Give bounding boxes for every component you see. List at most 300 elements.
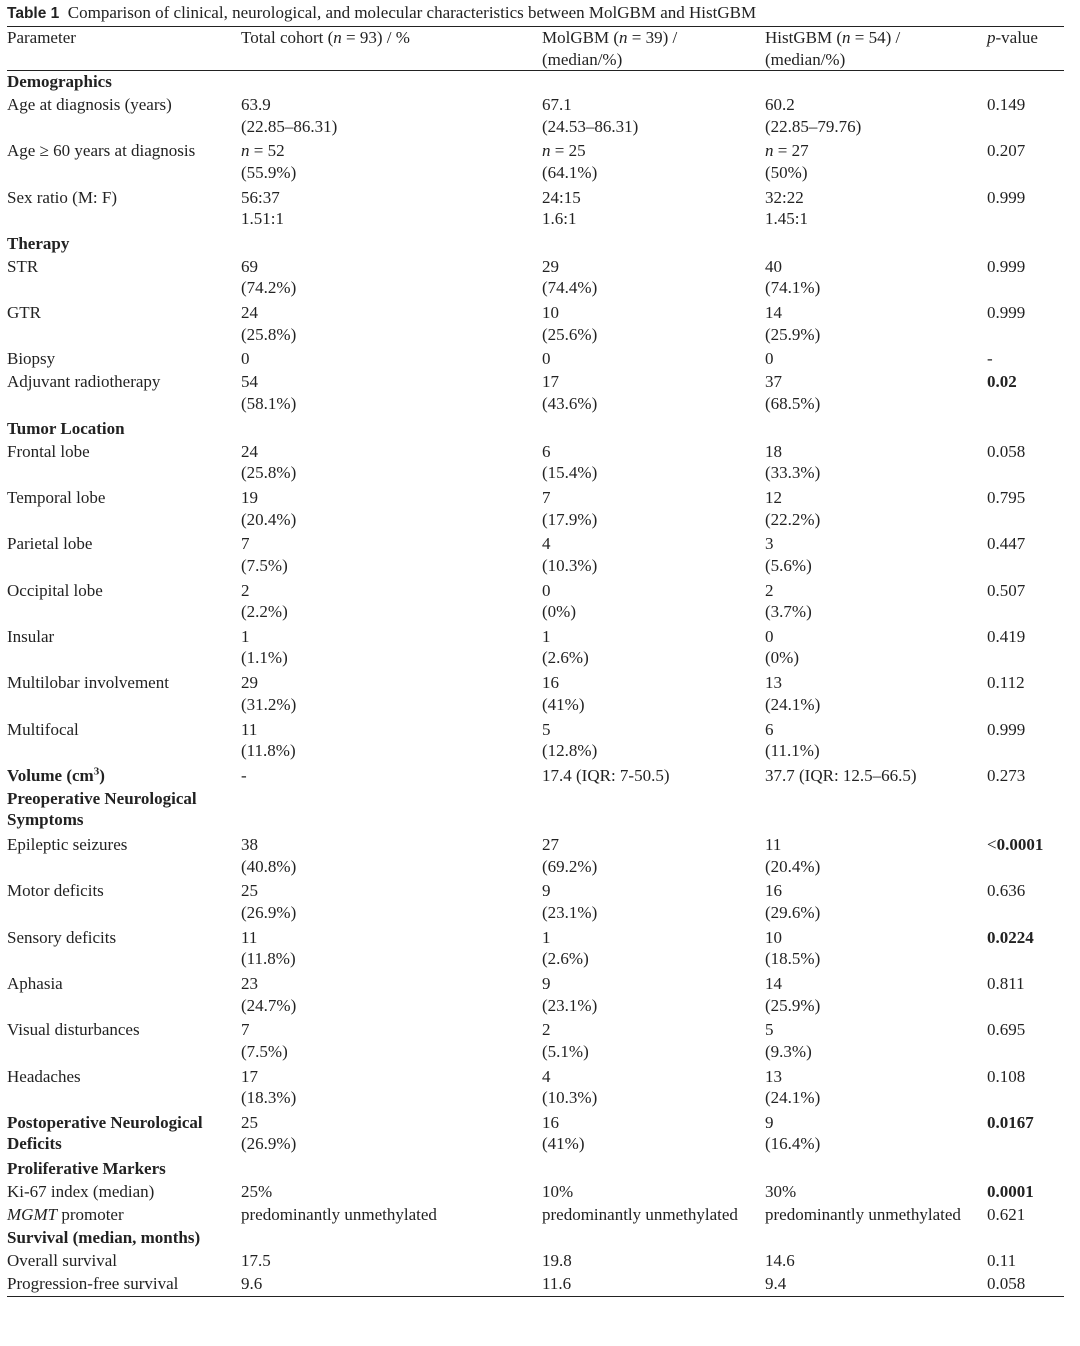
p-value-cell bbox=[987, 1112, 1064, 1158]
p-value: 0.02 bbox=[987, 372, 1017, 392]
cell-line: 9.6 bbox=[241, 1274, 263, 1294]
cell-line: (11.8%) bbox=[241, 949, 296, 969]
cell-line: 2 bbox=[765, 580, 774, 600]
p-value: 0.621 bbox=[987, 1205, 1026, 1225]
histgbm-cell bbox=[765, 973, 987, 1019]
cell-line: n = 52 bbox=[241, 141, 285, 161]
header-parameter: Parameter bbox=[7, 28, 76, 47]
cell-line: (69.2%) bbox=[542, 856, 598, 876]
cell-line: (2.2%) bbox=[241, 602, 288, 622]
total-cohort-cell bbox=[241, 626, 542, 672]
cell-line: 16 bbox=[542, 673, 559, 693]
cell-line: (5.1%) bbox=[542, 1041, 589, 1061]
parameter-cell bbox=[7, 1112, 241, 1158]
molgbm-cell bbox=[542, 1019, 765, 1065]
table-row bbox=[7, 1066, 1064, 1112]
total-cohort-cell bbox=[241, 533, 542, 579]
p-value-cell bbox=[987, 580, 1064, 626]
cell-line: 13 bbox=[765, 673, 782, 693]
cell-line: 7 bbox=[241, 534, 250, 554]
p-value-cell bbox=[987, 834, 1064, 880]
cell-line: (24.53–86.31) bbox=[542, 116, 639, 136]
table-row bbox=[7, 880, 1064, 926]
cell-line: 1 bbox=[241, 626, 250, 646]
cell-line: 60.2 bbox=[765, 95, 795, 114]
histgbm-cell bbox=[765, 880, 987, 926]
total-cohort-cell bbox=[241, 973, 542, 1019]
table-row bbox=[7, 626, 1064, 672]
cell-line: 0 bbox=[241, 349, 250, 369]
parameter-cell bbox=[7, 927, 241, 973]
cell-line: Occipital lobe bbox=[7, 580, 103, 600]
section-header-row bbox=[7, 233, 1064, 256]
total-cohort-cell bbox=[241, 765, 542, 788]
p-value-cell bbox=[987, 626, 1064, 672]
cell-line: 30% bbox=[765, 1182, 797, 1202]
cell-line: (58.1%) bbox=[241, 393, 297, 413]
cell-line: (11.8%) bbox=[241, 741, 296, 761]
cell-line: 1.45:1 bbox=[765, 209, 808, 229]
table-row bbox=[7, 1181, 1064, 1204]
cell-line: 6 bbox=[542, 441, 551, 461]
total-cohort-cell bbox=[241, 1019, 542, 1065]
p-value: 0.207 bbox=[987, 141, 1026, 161]
cell-line: 25% bbox=[241, 1182, 273, 1202]
p-value-cell bbox=[987, 1019, 1064, 1065]
cell-line: (3.7%) bbox=[765, 602, 812, 622]
parameter-cell bbox=[7, 256, 241, 302]
cell-line: 0 bbox=[542, 580, 551, 600]
p-value-cell bbox=[987, 1066, 1064, 1112]
total-cohort-cell bbox=[241, 487, 542, 533]
histgbm-cell bbox=[765, 302, 987, 348]
histgbm-cell bbox=[765, 533, 987, 579]
cell-line: Tumor Location bbox=[7, 418, 125, 438]
section-title bbox=[7, 71, 241, 94]
p-value: 0.507 bbox=[987, 580, 1026, 600]
histgbm-cell bbox=[765, 256, 987, 302]
cell-line: 24 bbox=[241, 441, 258, 461]
cell-line: (33.3%) bbox=[765, 463, 821, 483]
cell-line: Overall survival bbox=[7, 1251, 117, 1271]
total-cohort-cell bbox=[241, 1273, 542, 1296]
parameter-suffix: promoter bbox=[57, 1205, 124, 1225]
cell-line: 11 bbox=[765, 835, 782, 855]
cell-line: 17.4 (IQR: 7-50.5) bbox=[542, 765, 670, 785]
cell-line: 54 bbox=[241, 372, 258, 392]
cell-line: Aphasia bbox=[7, 974, 63, 994]
table-title: Comparison of clinical, neurological, and molecular characteristics between MolGBM and HistGBM bbox=[67, 3, 757, 22]
molgbm-cell bbox=[542, 973, 765, 1019]
molgbm-cell bbox=[542, 580, 765, 626]
cell-line: 0 bbox=[542, 349, 551, 369]
p-value-prefix: < bbox=[987, 835, 997, 855]
cell-line: (10.3%) bbox=[542, 555, 598, 575]
table-row bbox=[7, 1204, 1064, 1227]
molgbm-cell bbox=[542, 880, 765, 926]
p-value: 0.149 bbox=[987, 95, 1026, 114]
cell-line: 1 bbox=[542, 927, 551, 947]
cell-line: predominantly unmethylated bbox=[542, 1205, 738, 1225]
cell-line: Age ≥ 60 years at diagnosis bbox=[7, 141, 196, 161]
cell-line: (43.6%) bbox=[542, 393, 598, 413]
total-cohort-cell bbox=[241, 94, 542, 140]
parameter-suffix: ) bbox=[99, 765, 105, 785]
parameter-gene-name: MGMT bbox=[7, 1205, 58, 1225]
cell-line: 2 bbox=[241, 580, 250, 600]
cell-line: (0%) bbox=[765, 648, 799, 668]
cell-line: (25.8%) bbox=[241, 463, 297, 483]
table-row bbox=[7, 533, 1064, 579]
p-value-cell bbox=[987, 1273, 1064, 1296]
histgbm-cell bbox=[765, 1204, 987, 1227]
cell-line: (29.6%) bbox=[765, 902, 821, 922]
cell-line: 14 bbox=[765, 303, 782, 323]
cell-line: (25.8%) bbox=[241, 324, 297, 344]
parameter-cell bbox=[7, 1019, 241, 1065]
cell-line: 10% bbox=[542, 1182, 574, 1202]
molgbm-cell bbox=[542, 927, 765, 973]
cell-line: (31.2%) bbox=[241, 694, 297, 714]
table-row bbox=[7, 580, 1064, 626]
cell-line: 1 bbox=[542, 626, 551, 646]
parameter-cell bbox=[7, 348, 241, 371]
cell-line: Visual disturbances bbox=[7, 1020, 140, 1040]
cell-line: 7 bbox=[542, 488, 551, 508]
cell-line: 5 bbox=[765, 1020, 774, 1040]
cell-line: (41%) bbox=[542, 1134, 585, 1154]
molgbm-cell bbox=[542, 1112, 765, 1158]
cell-line: 17 bbox=[241, 1066, 258, 1086]
molgbm-cell bbox=[542, 672, 765, 718]
cell-line: 25 bbox=[241, 1112, 258, 1132]
cell-line: Multilobar involvement bbox=[7, 673, 169, 693]
comparison-table bbox=[7, 26, 1064, 1297]
parameter-cell bbox=[7, 973, 241, 1019]
p-value-cell bbox=[987, 371, 1064, 417]
section-header-row bbox=[7, 71, 1064, 94]
cell-line: 1.51:1 bbox=[241, 209, 284, 229]
histgbm-cell bbox=[765, 719, 987, 765]
cell-line: Parietal lobe bbox=[7, 534, 93, 554]
total-cohort-cell bbox=[241, 187, 542, 233]
cell-line: 14 bbox=[765, 974, 782, 994]
molgbm-cell bbox=[542, 533, 765, 579]
cell-line: n = 25 bbox=[542, 141, 586, 161]
molgbm-cell bbox=[542, 256, 765, 302]
molgbm-cell bbox=[542, 719, 765, 765]
histgbm-cell bbox=[765, 371, 987, 417]
table-label: Table 1 bbox=[7, 5, 60, 22]
cell-line: (24.1%) bbox=[765, 1088, 821, 1108]
cell-line: (23.1%) bbox=[542, 995, 598, 1015]
table-row bbox=[7, 302, 1064, 348]
total-cohort-cell bbox=[241, 256, 542, 302]
cell-line: predominantly unmethylated bbox=[241, 1205, 437, 1225]
p-value: 0.0167 bbox=[987, 1112, 1034, 1132]
cell-line: Therapy bbox=[7, 233, 70, 253]
cell-line: 63.9 bbox=[241, 95, 271, 114]
cell-line: 5 bbox=[542, 719, 551, 739]
cell-line: Sensory deficits bbox=[7, 927, 117, 947]
molgbm-cell bbox=[542, 371, 765, 417]
cell-line: STR bbox=[7, 256, 39, 276]
p-value-cell bbox=[987, 1181, 1064, 1204]
cell-line: 24:15 bbox=[542, 187, 581, 207]
histgbm-cell bbox=[765, 487, 987, 533]
histgbm-cell bbox=[765, 1181, 987, 1204]
cell-line: 11.6 bbox=[542, 1274, 572, 1294]
p-value: 0.058 bbox=[987, 441, 1026, 461]
cell-line: (40.8%) bbox=[241, 856, 297, 876]
p-value-cell bbox=[987, 256, 1064, 302]
table-row bbox=[7, 973, 1064, 1019]
cell-line: 19 bbox=[241, 488, 258, 508]
cell-line: 19.8 bbox=[542, 1251, 572, 1271]
table-row bbox=[7, 1112, 1064, 1158]
cell-line: Epileptic seizures bbox=[7, 835, 128, 855]
cell-line: Progression-free survival bbox=[7, 1274, 179, 1294]
cell-line: - bbox=[241, 765, 247, 785]
cell-line: 27 bbox=[542, 835, 559, 855]
molgbm-cell bbox=[542, 1066, 765, 1112]
cell-line: 37 bbox=[765, 372, 782, 392]
histgbm-cell bbox=[765, 1250, 987, 1273]
p-value: 0.447 bbox=[987, 534, 1026, 554]
cell-line: (23.1%) bbox=[542, 902, 598, 922]
total-cohort-cell bbox=[241, 834, 542, 880]
cell-line: (50%) bbox=[765, 162, 808, 182]
cell-line: 56:37 bbox=[241, 187, 280, 207]
parameter-cell bbox=[7, 1066, 241, 1112]
p-value-cell bbox=[987, 880, 1064, 926]
cell-line: 18 bbox=[765, 441, 782, 461]
histgbm-cell bbox=[765, 140, 987, 186]
p-value-cell bbox=[987, 973, 1064, 1019]
histgbm-cell bbox=[765, 927, 987, 973]
total-cohort-cell bbox=[241, 1112, 542, 1158]
molgbm-cell bbox=[542, 765, 765, 788]
cell-line: (74.4%) bbox=[542, 278, 598, 298]
cell-line: 3 bbox=[765, 534, 774, 554]
section-header-row bbox=[7, 788, 1064, 834]
cell-line: Multifocal bbox=[7, 719, 79, 739]
section-title bbox=[7, 418, 241, 441]
cell-line: (24.1%) bbox=[765, 694, 821, 714]
header-total: Total cohort (n = 93) / % bbox=[241, 28, 410, 47]
cell-line: 10 bbox=[765, 927, 782, 947]
p-value: 0.999 bbox=[987, 303, 1026, 323]
parameter-cell bbox=[7, 94, 241, 140]
p-value: 0.0224 bbox=[987, 927, 1034, 947]
p-value-cell bbox=[987, 140, 1064, 186]
cell-line: 37.7 (IQR: 12.5–66.5) bbox=[765, 765, 917, 785]
cell-line: Preoperative Neurological bbox=[7, 788, 197, 808]
table-row bbox=[7, 1019, 1064, 1065]
cell-line: 29 bbox=[241, 673, 258, 693]
molgbm-cell bbox=[542, 834, 765, 880]
table-row bbox=[7, 487, 1064, 533]
cell-line: (0%) bbox=[542, 602, 576, 622]
cell-line: (64.1%) bbox=[542, 162, 598, 182]
p-value-cell bbox=[987, 672, 1064, 718]
table-row bbox=[7, 140, 1064, 186]
p-value-cell bbox=[987, 927, 1064, 973]
cell-line: (24.7%) bbox=[241, 995, 297, 1015]
cell-line: 32:22 bbox=[765, 187, 804, 207]
molgbm-cell bbox=[542, 441, 765, 487]
cell-line: Ki-67 index (median) bbox=[7, 1182, 155, 1202]
histgbm-cell bbox=[765, 94, 987, 140]
total-cohort-cell bbox=[241, 719, 542, 765]
total-cohort-cell bbox=[241, 302, 542, 348]
cell-line: 4 bbox=[542, 1066, 551, 1086]
parameter-cell bbox=[7, 880, 241, 926]
p-value: - bbox=[987, 349, 993, 369]
cell-line: 12 bbox=[765, 488, 782, 508]
p-value: 0.795 bbox=[987, 488, 1026, 508]
cell-line: (2.6%) bbox=[542, 949, 589, 969]
cell-line: GTR bbox=[7, 303, 41, 323]
p-value: 0.058 bbox=[987, 1274, 1026, 1294]
cell-line: (5.6%) bbox=[765, 555, 812, 575]
p-value-cell bbox=[987, 1250, 1064, 1273]
cell-line: 1.6:1 bbox=[542, 209, 577, 229]
parameter-cell bbox=[7, 719, 241, 765]
table-row bbox=[7, 441, 1064, 487]
cell-line: 6 bbox=[765, 719, 774, 739]
cell-line: (20.4%) bbox=[765, 856, 821, 876]
cell-line: Volume (cm bbox=[7, 765, 94, 785]
cell-line: 9 bbox=[542, 881, 551, 901]
p-value: 0.273 bbox=[987, 765, 1026, 785]
p-value: 0.636 bbox=[987, 881, 1026, 901]
cell-line: (12.8%) bbox=[542, 741, 598, 761]
p-value-cell bbox=[987, 94, 1064, 140]
cell-line: (2.6%) bbox=[542, 648, 589, 668]
cell-line: 17.5 bbox=[241, 1251, 271, 1271]
section-title bbox=[7, 233, 241, 256]
histgbm-cell bbox=[765, 580, 987, 626]
cell-line: (7.5%) bbox=[241, 555, 288, 575]
histgbm-cell bbox=[765, 1112, 987, 1158]
section-title bbox=[7, 788, 241, 834]
p-value-cell bbox=[987, 302, 1064, 348]
total-cohort-cell bbox=[241, 1204, 542, 1227]
p-value: 0.0001 bbox=[996, 835, 1044, 855]
molgbm-cell bbox=[542, 140, 765, 186]
cell-line: (55.9%) bbox=[241, 162, 297, 182]
total-cohort-cell bbox=[241, 1066, 542, 1112]
cell-line: (68.5%) bbox=[765, 393, 821, 413]
cell-line: Demographics bbox=[7, 72, 112, 91]
parameter-cell bbox=[7, 487, 241, 533]
p-value-cell bbox=[987, 533, 1064, 579]
cell-line: Frontal lobe bbox=[7, 441, 90, 461]
cell-line: (16.4%) bbox=[765, 1134, 821, 1154]
parameter-cell bbox=[7, 302, 241, 348]
table-row bbox=[7, 927, 1064, 973]
p-value: 0.999 bbox=[987, 187, 1026, 207]
cell-line: (1.1%) bbox=[241, 648, 288, 668]
cell-line: Sex ratio (M: F) bbox=[7, 187, 118, 207]
section-title bbox=[7, 1227, 241, 1250]
table-caption bbox=[7, 2, 1065, 25]
cell-line: (11.1%) bbox=[765, 741, 820, 761]
cell-line: Headaches bbox=[7, 1066, 81, 1086]
cell-line: Adjuvant radiotherapy bbox=[7, 372, 161, 392]
cell-line: 17 bbox=[542, 372, 559, 392]
molgbm-cell bbox=[542, 302, 765, 348]
molgbm-cell bbox=[542, 187, 765, 233]
total-cohort-cell bbox=[241, 371, 542, 417]
molgbm-cell bbox=[542, 1273, 765, 1296]
p-value: 0.112 bbox=[987, 673, 1025, 693]
histgbm-cell bbox=[765, 672, 987, 718]
cell-line: (26.9%) bbox=[241, 902, 297, 922]
cell-line: 16 bbox=[542, 1112, 559, 1132]
cell-line: Age at diagnosis (years) bbox=[7, 95, 172, 114]
parameter-cell bbox=[7, 441, 241, 487]
parameter-cell bbox=[7, 1204, 241, 1227]
cell-line: Postoperative Neurological bbox=[7, 1112, 203, 1132]
p-value-cell bbox=[987, 441, 1064, 487]
cell-line: 38 bbox=[241, 835, 258, 855]
p-value-cell bbox=[987, 719, 1064, 765]
p-value: 0.419 bbox=[987, 626, 1026, 646]
total-cohort-cell bbox=[241, 140, 542, 186]
cell-line: (22.2%) bbox=[765, 509, 821, 529]
cell-line: 25 bbox=[241, 881, 258, 901]
total-cohort-cell bbox=[241, 348, 542, 371]
p-value-cell bbox=[987, 348, 1064, 371]
cell-line: 11 bbox=[241, 927, 258, 947]
table-body bbox=[7, 71, 1064, 1296]
cell-line: 4 bbox=[542, 534, 551, 554]
cell-line: (9.3%) bbox=[765, 1041, 812, 1061]
cell-line: 13 bbox=[765, 1066, 782, 1086]
cell-line: Temporal lobe bbox=[7, 488, 106, 508]
table-row bbox=[7, 256, 1064, 302]
parameter-superscript: 3 bbox=[93, 765, 100, 778]
parameter-cell bbox=[7, 1273, 241, 1296]
parameter-cell bbox=[7, 1250, 241, 1273]
header-molgbm: MolGBM (n = 39) / (median/%) bbox=[542, 28, 678, 69]
cell-line: (18.5%) bbox=[765, 949, 821, 969]
parameter-cell bbox=[7, 765, 241, 788]
cell-line: (22.85–79.76) bbox=[765, 116, 862, 136]
cell-line: (15.4%) bbox=[542, 463, 598, 483]
parameter-cell bbox=[7, 1181, 241, 1204]
table-row bbox=[7, 765, 1064, 788]
histgbm-cell bbox=[765, 1019, 987, 1065]
cell-line: (25.9%) bbox=[765, 324, 821, 344]
cell-line: 9 bbox=[542, 974, 551, 994]
histgbm-cell bbox=[765, 626, 987, 672]
header-p-value: p-value bbox=[987, 28, 1038, 47]
section-title bbox=[7, 1158, 241, 1181]
cell-line: Motor deficits bbox=[7, 881, 104, 901]
histgbm-cell bbox=[765, 834, 987, 880]
parameter-cell bbox=[7, 371, 241, 417]
molgbm-cell bbox=[542, 1250, 765, 1273]
cell-line: (18.3%) bbox=[241, 1088, 297, 1108]
cell-line: Proliferative Markers bbox=[7, 1159, 166, 1179]
cell-line: (7.5%) bbox=[241, 1041, 288, 1061]
p-value: 0.999 bbox=[987, 256, 1026, 276]
table-row bbox=[7, 371, 1064, 417]
table-header bbox=[7, 27, 1064, 71]
